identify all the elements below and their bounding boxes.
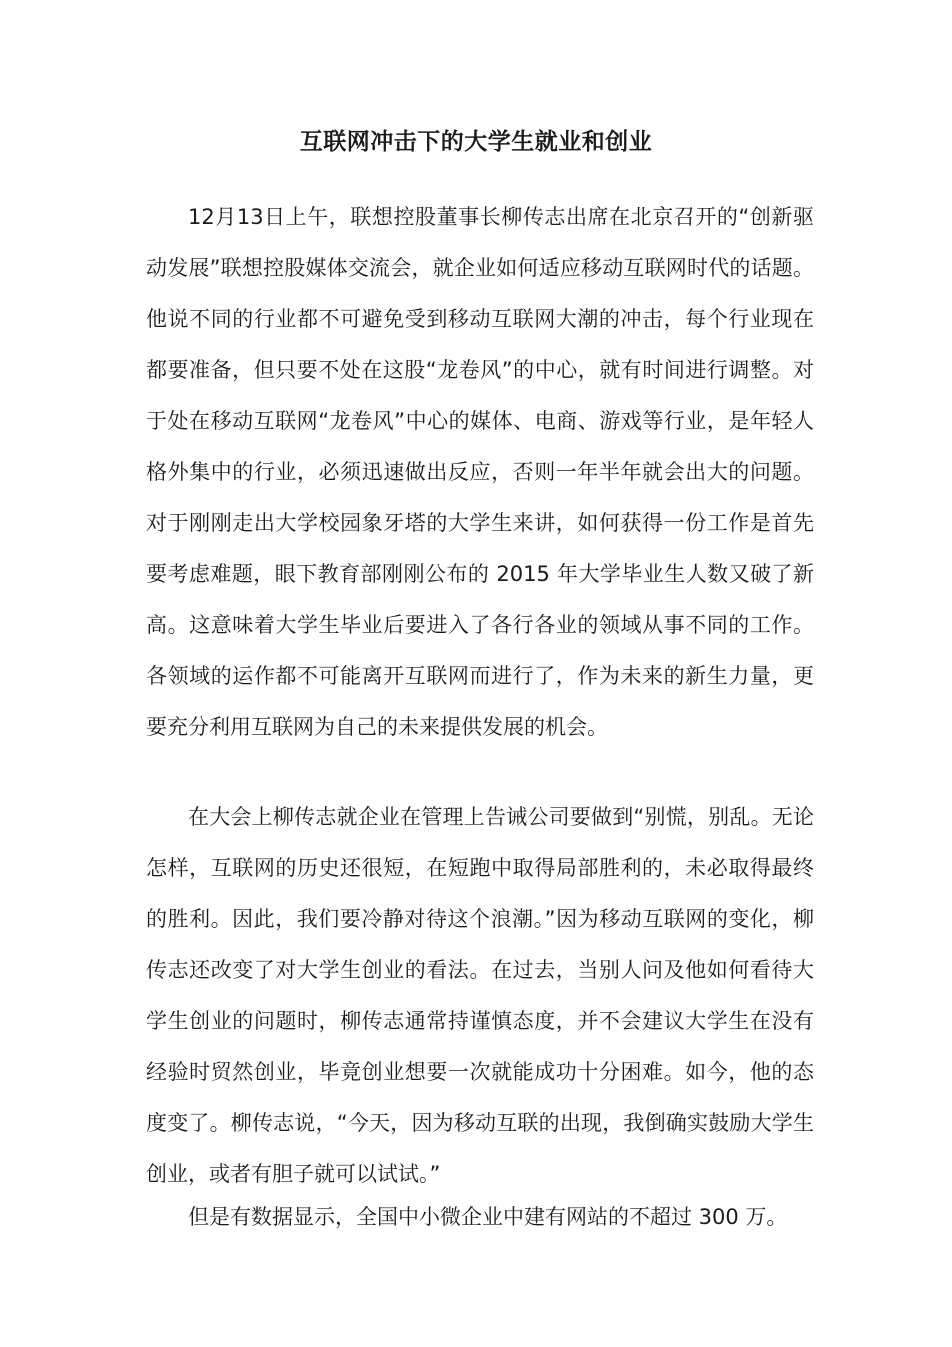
paragraph-1: 12月13日上午，联想控股董事长柳传志出席在北京召开的“创新驱动发展”联想控股媒体交流会，就企业如何适应移动互联网时代的话题。他说不同的行业都不可避免受到移动互联网大潮的冲击，每个行业现在都要准备，但只要不处在这股“龙卷风”的中心，就有时间进行调整。对于处在移动互联网“龙卷风”中心的媒体、电商、游戏等行业，是年轻人格外集中的行业，必须迅速做出反应，否则一年半年就会出大的问题。对于刚刚走出大学校园象牙塔的大学生来讲，如何获得一份工作是首先要考虑难题，眼下教育部刚刚公布的 2015 年大学毕业生人数又破了新高。这意味着大学生毕业后要进入了各行各业的领域从事不同的工作。各领域的运作都不可能离开互联网而进行了，作为未来的新生力量，更要充分利用互联网为自己的未来提供发展的机会。 <box>146 205 814 739</box>
paragraph-2: 在大会上柳传志就企业在管理上告诫公司要做到“别慌，别乱。无论怎样，互联网的历史还很短，在短跑中取得局部胜利的，未必取得最终的胜利。因此，我们要冷静对待这个浪潮。”因为移动互联网的变化，柳传志还改变了对大学生创业的看法。在过去，当别人问及他如何看待大学生创业的问题时，柳传志通常持谨慎态度，并不会建议大学生在没有经验时贸然创业，毕竟创业想要一次就能成功十分困难。如今，他的态度变了。柳传志说，“今天，因为移动互联的出现，我倒确实鼓励大学生创业，或者有胆子就可以试试。” <box>146 805 814 1186</box>
paragraph-3: 但是有数据显示，全国中小微企业中建有网站的不超过 300 万。 <box>188 1205 788 1229</box>
document-title: 互联网冲击下的大学生就业和创业 <box>299 129 653 155</box>
